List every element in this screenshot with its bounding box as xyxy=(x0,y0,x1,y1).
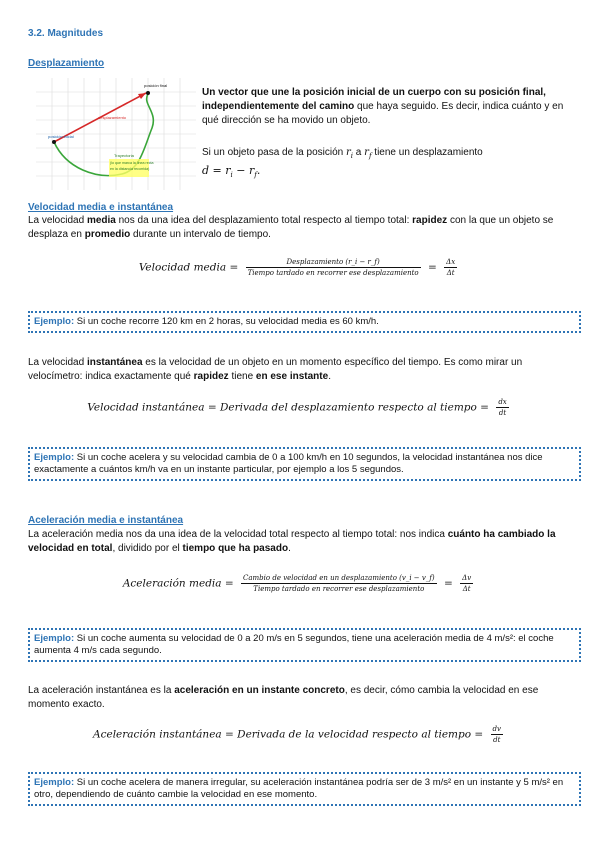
velocidad-instantanea-text: La velocidad instantánea es la velocidad de un objeto en un momento específico del tiempo. Es como mirar un velocímetro: indica exactamente qué rapidez tiene en ese instante. xyxy=(28,357,523,382)
displacement-figure xyxy=(36,78,196,190)
initial-point xyxy=(52,140,56,144)
final-point xyxy=(146,91,150,95)
velocidad-media-text: La velocidad media nos da una idea del desplazamiento total respecto al tiempo total: rapidez con la que un objeto se desplaza en promedio durante un intervalo de tiempo. xyxy=(28,215,554,240)
aceleracion-instantanea-equation: Aceleración instantánea = Derivada de la velocidad respecto al tiempo = $\frac{dv}{dt}$ xyxy=(93,725,501,744)
label-desplazamiento: desplazamiento xyxy=(98,115,127,120)
displacement-example: Si un objeto pasa de la posición $r_i$ a $r_f$ tiene un desplazamiento xyxy=(202,147,483,160)
label-trayectoria-3: en la distancia recorrida) xyxy=(110,167,150,171)
aceleracion-media-text: La aceleración media nos da una idea de la velocidad total respecto al tiempo total: nos indica cuánto ha cambiado la velocidad en total, dividido por el tiempo que ha pasado. xyxy=(28,529,556,554)
label-inicial: posición inicial xyxy=(48,134,74,139)
aceleracion-media-example: Ejemplo: Si un coche aumenta su velocidad de 0 a 20 m/s en 5 segundos, tiene una aceleración media de 4 m/s²: el coche aumenta 4 m/s cada segundo. xyxy=(28,628,581,662)
displacement-formula: $d = r_i - r_f$. xyxy=(202,164,261,180)
velocidad-instantanea-equation: Velocidad instantánea = Derivada del desplazamiento respecto al tiempo = $\frac{dx}{dt}$ xyxy=(87,398,507,417)
section-title: 3.2. Magnitudes xyxy=(28,28,104,39)
aceleracion-instantanea-example: Ejemplo: Si un coche acelera de manera irregular, su aceleración instantánea podría ser de 3 m/s² en un instante y 5 m/s² en otro, dependiendo de cuánto cambie la velocidad en ese momento. xyxy=(28,772,581,806)
velocidad-instantanea-example: Ejemplo: Si un coche acelera y su velocidad cambia de 0 a 100 km/h en 10 segundos, la velocidad instantánea nos dice exactamente a cuántos km/h va en un instante particular, por ejemplo a los 5 segundos. xyxy=(28,447,581,481)
velocidad-media-equation: Velocidad media = $\frac{\text{Desplazamiento (r\_i − r\_f)}}{\text{Tiempo tardado en recorrer ese desplazamiento}}$ = $\frac{\Delta x}{\Delta t}$ xyxy=(138,258,456,277)
aceleracion-instantanea-text: La aceleración instantánea es la aceleración en un instante concreto, es decir, cómo cambia la velocidad en ese momento exacto. xyxy=(28,685,539,710)
displacement-definition: Un vector que une la posición inicial de un cuerpo con su posición final, independientemente del camino que haya seguido. Es decir, indica cuánto y en qué dirección se ha movido un objeto. xyxy=(202,87,564,126)
aceleracion-media-equation: Aceleración media = $\frac{\text{Cambio de velocidad en un desplazamiento (v\_i − v\_f)}}{\text{Tiempo tardado en recorrer ese desplazamiento}}$ = $\frac{\Delta v}{\Delta t}$ xyxy=(122,574,472,593)
label-trayectoria: Trayectoria xyxy=(114,153,134,158)
label-trayectoria-2: (lo que marca la línea recta xyxy=(110,161,154,165)
heading-aceleracion: Aceleración media e instantánea xyxy=(28,515,184,526)
heading-velocidad: Velocidad media e instantánea xyxy=(28,202,174,213)
velocidad-media-example: Ejemplo: Si un coche recorre 120 km en 2 horas, su velocidad media es 60 km/h. xyxy=(28,311,581,333)
label-final: posición final xyxy=(144,83,168,88)
heading-desplazamiento: Desplazamiento xyxy=(28,58,105,69)
